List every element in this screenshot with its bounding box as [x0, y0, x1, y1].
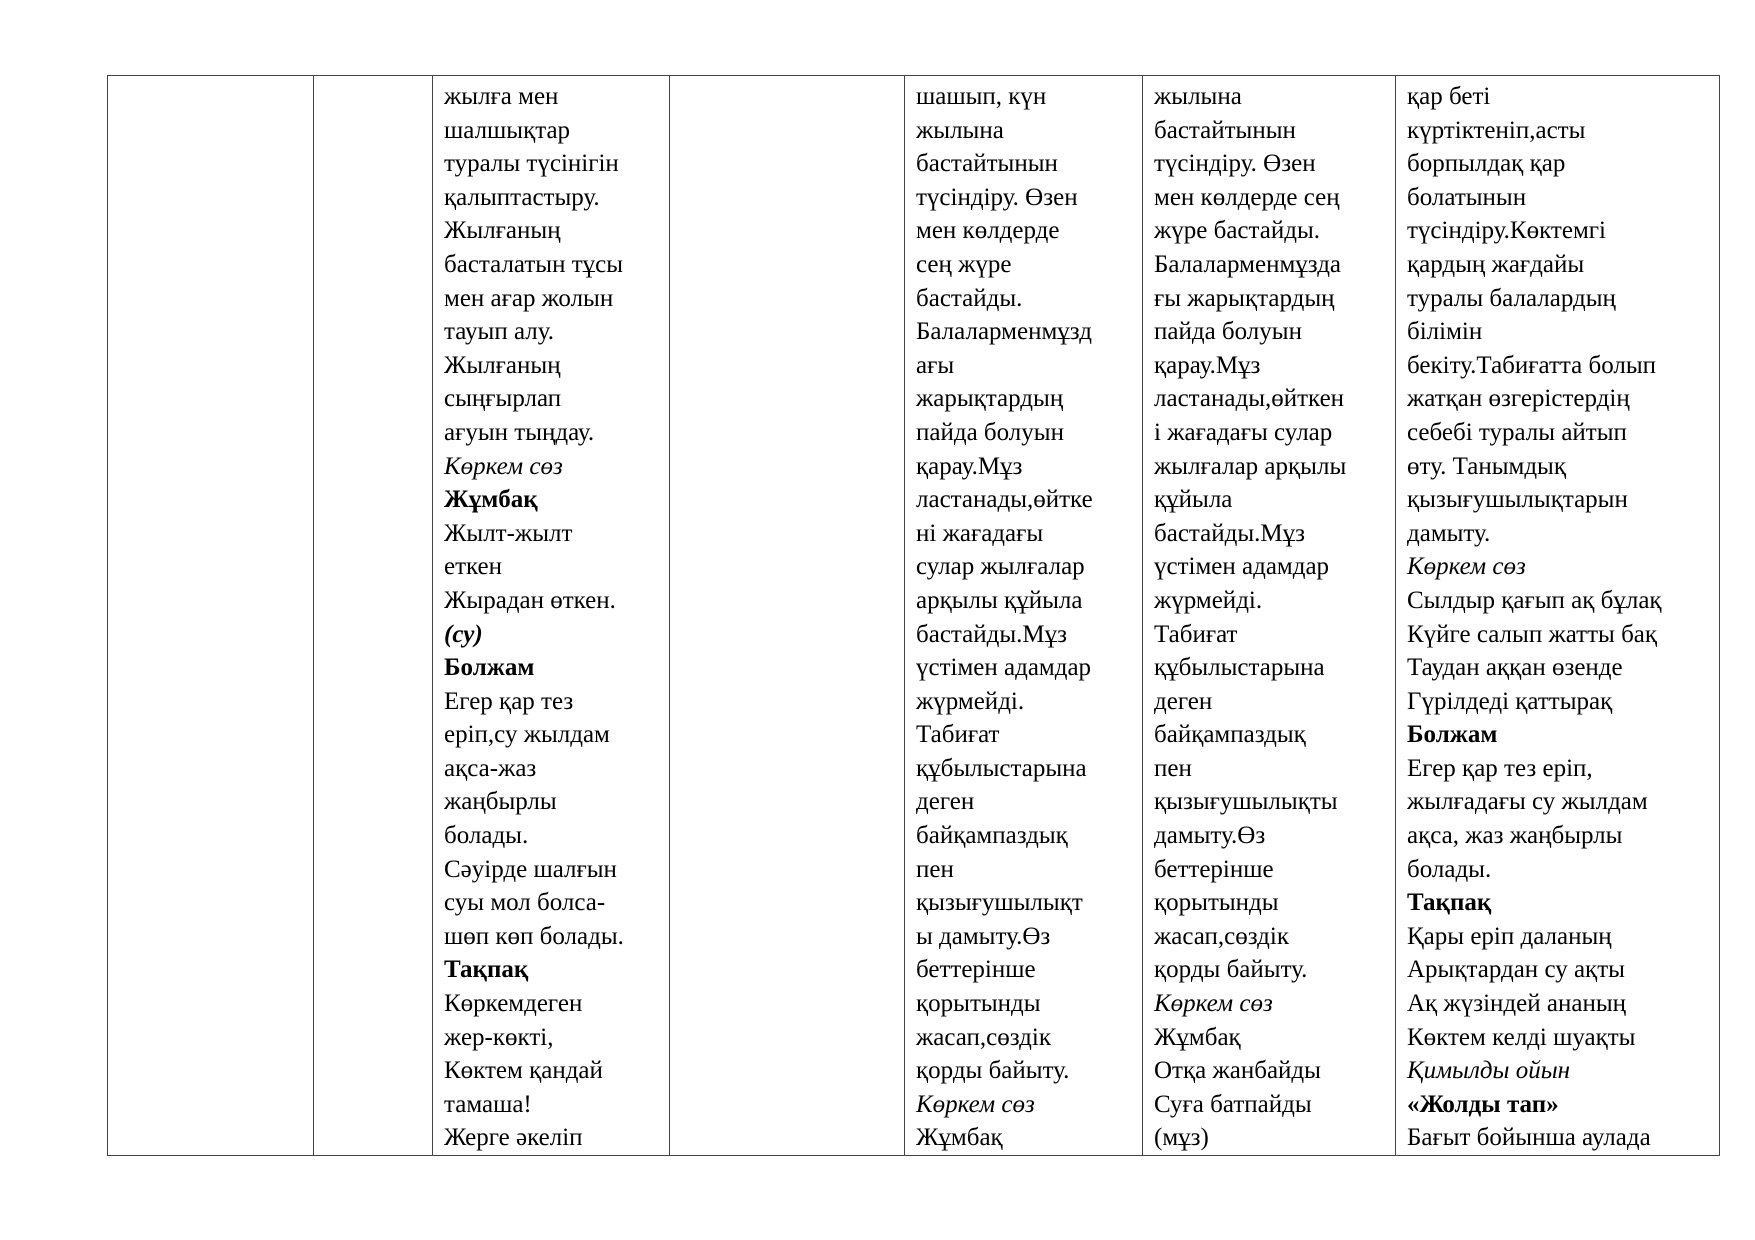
cell-text-line: түсіндіру. Өзен	[1154, 150, 1316, 178]
cell-text-line: қызығушылықты	[1154, 788, 1338, 816]
cell-text-line: Болжам	[444, 654, 535, 682]
cell-text-line: ластанады,өйтке	[916, 486, 1093, 514]
table-cell-col3	[433, 76, 670, 1156]
cell-text-line: басталатын тұсы	[444, 250, 624, 278]
cell-text-line: мен көлдерде сең	[1154, 183, 1340, 211]
cell-text-line: қорытынды	[916, 990, 1041, 1018]
cell-text-line: Жерге әкеліп	[444, 1124, 583, 1152]
table-cell-col2	[314, 76, 433, 1156]
cell-text-line: қардың жағдайы	[1407, 250, 1585, 278]
cell-text-line: сыңғырлап	[444, 385, 562, 413]
cell-text-line: Көркем сөз	[1407, 553, 1526, 581]
cell-text-line: туралы түсінігін	[444, 150, 619, 178]
cell-text-line: қарау.Мұз	[916, 452, 1023, 480]
cell-text-line: жылына	[916, 116, 1004, 144]
cell-text-line: суы мол болса-	[444, 889, 606, 917]
cell-text-line: ағуын тыңдау.	[444, 418, 595, 446]
table-cell-col4	[670, 76, 905, 1156]
cell-text-line: құйыла	[1154, 486, 1233, 514]
cell-text-line: жаңбырлы	[444, 788, 557, 816]
cell-text-line: Жылғаның	[444, 217, 561, 245]
cell-text-line: құбылыстарына	[916, 754, 1087, 782]
cell-text-line: байқампаздық	[916, 822, 1068, 850]
cell-text-line: Егер қар тез	[444, 687, 574, 715]
cell-text-line: «Жолды тап»	[1407, 1090, 1559, 1118]
cell-text-line: ы дамыту.Өз	[916, 922, 1051, 950]
cell-text-line: түсіндіру.Көктемгі	[1407, 217, 1606, 245]
cell-text-line: болады.	[444, 822, 529, 850]
cell-text-line: пен	[1154, 754, 1192, 782]
cell-text-line: пайда болуын	[1154, 318, 1302, 346]
cell-text-line: шашып, күн	[916, 83, 1047, 110]
cell-text-line: бастайды.Мұз	[1154, 519, 1305, 547]
cell-text-line: ғы жарықтардың	[1154, 284, 1335, 312]
cell-text-line: үстімен адамдар	[1154, 553, 1330, 581]
cell-text-line: өту. Танымдық	[1407, 452, 1566, 480]
cell-text-line: мен ағар жолын	[444, 284, 614, 312]
cell-text-line: Қары еріп даланың	[1407, 922, 1612, 950]
cell-text-line: жасап,сөздік	[1154, 922, 1289, 950]
cell-text-line: жасап,сөздік	[916, 1023, 1051, 1051]
cell-text-line: Жырадан өткен.	[444, 586, 616, 614]
cell-text-line: бастайтынын	[916, 150, 1058, 178]
cell-text-line: қалыптастыру.	[444, 183, 600, 211]
cell-text-line: ағы	[916, 351, 955, 379]
cell-text-line: Суға батпайды	[1154, 1090, 1312, 1118]
cell-text-line: жылғадағы су жылдам	[1407, 788, 1648, 816]
cell-text-line: қарау.Мұз	[1154, 351, 1261, 379]
cell-text-line: жүре бастайды.	[1154, 217, 1321, 245]
cell-text-line: Тақпақ	[1407, 889, 1492, 917]
cell-text-line: жер-көкті,	[444, 1023, 554, 1051]
cell-text-line: күртіктеніп,асты	[1407, 116, 1586, 144]
cell-text-line: Көркем сөз	[444, 452, 563, 480]
cell-text-line: байқампаздық	[1154, 721, 1306, 749]
cell-text-line: Балаларменмұзда	[1154, 250, 1342, 278]
table-cell-col7	[1396, 76, 1720, 1156]
cell-text-line: арқылы құйыла	[916, 586, 1083, 614]
cell-text-line: деген	[916, 788, 975, 816]
cell-text-line: қызығушылықтарын	[1407, 486, 1628, 514]
cell-text-line: Арықтардан су ақты	[1407, 956, 1625, 984]
cell-text-line: тамаша!	[444, 1090, 532, 1118]
cell-text-line: Егер қар тез еріп,	[1407, 754, 1593, 782]
cell-text-line: туралы балалардың	[1407, 284, 1616, 312]
cell-text-line: болады.	[1407, 855, 1492, 883]
cell-text-line: Жылт-жылт	[444, 519, 573, 547]
cell-text-line: Көктем келді шуақты	[1407, 1023, 1636, 1051]
cell-text-line: Таудан аққан өзенде	[1407, 654, 1623, 682]
table-cell-col6	[1143, 76, 1396, 1156]
cell-text-line: құбылыстарына	[1154, 654, 1325, 682]
cell-text-line: беттерінше	[916, 956, 1036, 984]
cell-text-line: шөп көп болады.	[444, 922, 624, 950]
cell-text-line: і жағадағы сулар	[1154, 418, 1333, 446]
cell-text-line: Ақ жүзіндей ананың	[1407, 990, 1626, 1018]
cell-text-line: бекіту.Табиғатта болып	[1407, 351, 1657, 379]
cell-text-line: пен	[916, 855, 954, 883]
table-cell-col5	[905, 76, 1143, 1156]
cell-text-line: болатынын	[1407, 183, 1527, 211]
cell-text-line: қорды байыту.	[916, 1057, 1070, 1085]
cell-text-line: Көркем сөз	[916, 1090, 1035, 1118]
cell-text-line: Табиғат	[1154, 620, 1238, 648]
cell-text-line: беттерінше	[1154, 855, 1274, 883]
cell-text-line: сең жүре	[916, 250, 1012, 278]
cell-text-line: ақса, жаз жаңбырлы	[1407, 822, 1623, 850]
cell-text-line: (мұз)	[1154, 1124, 1209, 1152]
cell-text-line: қызығушылықт	[916, 889, 1083, 917]
cell-text-line: Жұмбақ	[916, 1124, 1003, 1152]
cell-text-line: (су)	[444, 620, 483, 648]
cell-text-line: ақса-жаз	[444, 754, 537, 782]
cell-text-line: жатқан өзгерістердің	[1407, 385, 1630, 413]
cell-text-line: деген	[1154, 687, 1213, 715]
cell-text-line: ластанады,өйткен	[1154, 385, 1345, 413]
cell-text-line: Жұмбақ	[1154, 1023, 1241, 1051]
cell-text-line: білімін	[1407, 318, 1483, 346]
cell-text-line: жылға мен	[444, 83, 559, 110]
cell-text-line: қорды байыту.	[1154, 956, 1308, 984]
cell-text-line: жүрмейді.	[1154, 586, 1263, 614]
cell-text-line: Табиғат	[916, 721, 1000, 749]
cell-text-line: қорытынды	[1154, 889, 1279, 917]
cell-text-line: дамыту.	[1407, 519, 1491, 547]
cell-text-line: жылына	[1154, 83, 1242, 110]
cell-text-line: үстімен адамдар	[916, 654, 1092, 682]
cell-text-line: Болжам	[1407, 721, 1498, 749]
cell-text-line: Күйге салып жатты бақ	[1407, 620, 1658, 648]
cell-text-line: бастайтынын	[1154, 116, 1296, 144]
cell-text-line: шалшықтар	[444, 116, 571, 144]
table-row	[108, 76, 1720, 1156]
cell-text-line: Көркемдеген	[444, 990, 583, 1018]
cell-text-line: Көктем қандай	[444, 1057, 603, 1085]
cell-text-line: дамыту.Өз	[1154, 822, 1266, 850]
cell-text-line: Бағыт бойынша аулада	[1407, 1124, 1651, 1152]
cell-text-line: себебі туралы айтып	[1407, 418, 1627, 446]
cell-text-line: еріп,су жылдам	[444, 721, 610, 749]
cell-text-line: ні жағадағы	[916, 519, 1044, 547]
lesson-plan-table	[107, 75, 1720, 1156]
cell-text-line: Отқа жанбайды	[1154, 1057, 1321, 1085]
cell-text-line: жылғалар арқылы	[1154, 452, 1347, 480]
cell-text-line: жүрмейді.	[916, 687, 1025, 715]
table-cell-col1	[108, 76, 314, 1156]
cell-text-line: Сәуірде шалғын	[444, 855, 617, 883]
cell-text-line: мен көлдерде	[916, 217, 1060, 245]
cell-text-line: Көркем сөз	[1154, 990, 1273, 1018]
cell-text-line: Сылдыр қағып ақ бұлақ	[1407, 586, 1662, 614]
cell-text-line: жарықтардың	[916, 385, 1064, 413]
cell-text-line: түсіндіру. Өзен	[916, 183, 1078, 211]
cell-text-line: Қимылды ойын	[1407, 1057, 1571, 1085]
cell-text-line: пайда болуын	[916, 418, 1064, 446]
cell-text-line: еткен	[444, 553, 503, 581]
cell-text-line: Тақпақ	[444, 956, 529, 984]
cell-text-line: қар беті	[1407, 83, 1491, 110]
cell-text-line: Жылғаның	[444, 351, 561, 379]
cell-text-line: борпылдақ қар	[1407, 150, 1566, 178]
cell-text-line: тауып алу.	[444, 318, 555, 346]
cell-text-line: Балаларменмұзд	[916, 318, 1092, 346]
cell-text-line: бастайды.Мұз	[916, 620, 1067, 648]
cell-text-line: бастайды.	[916, 284, 1023, 312]
cell-text-line: сулар жылғалар	[916, 553, 1085, 581]
cell-text-line: Гүрілдеді қаттырақ	[1407, 687, 1613, 715]
cell-text-line: Жұмбақ	[444, 486, 538, 514]
